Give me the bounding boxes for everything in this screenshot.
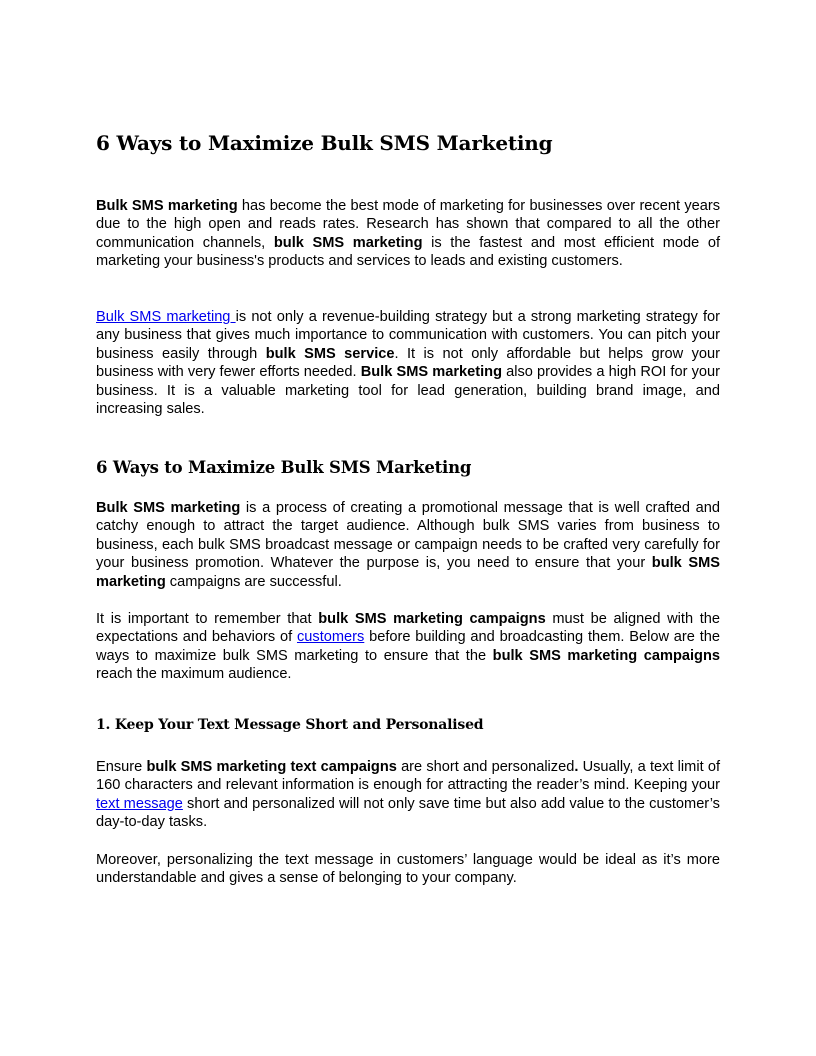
bold-term: Bulk SMS marketing [96,198,238,214]
bold-term: bulk SMS service [265,345,395,362]
paragraph-text: It is important to remember that [96,611,319,627]
section-paragraph-2 [96,610,720,684]
bold-term: bulk SMS marketing [96,555,720,590]
paragraph-text: is a process of creating a promotional message that is well crafted and catchy enough to attract the target audience. Although bulk SMS varies from business to business, each bulk SMS broadcast message or campaign needs to be crafted very carefully for your business promotion. Whatever the purpose is, you need to ensure that your [96,500,720,572]
bold-term: Bulk SMS marketing [96,500,241,516]
paragraph-text: has become the best mode of marketing for businesses over recent years due to the high open and reads rates. Research has shown that compared to all the other communication channels, [96,198,721,251]
section-paragraph-1 [96,499,720,591]
subheading-1: 1. Keep Your Text Message Short and Personalised [96,717,484,733]
paragraph-text: reach the maximum audience. [96,666,292,683]
bulk-sms-marketing-link[interactable]: Bulk SMS marketing [96,309,236,325]
sub1-paragraph-1 [96,758,720,832]
sub1-paragraph-2: Moreover, personalizing the text message in customers’ language would be ideal as it’s more understandable and gives a sense of belonging to your company. [96,852,720,887]
paragraph-text: short and personalized will not only save time but also add value to the customer’s day-to-day tasks. [96,795,720,831]
paragraph-text: is the fastest and most efficient mode of marketing your business's products and services to leads and existing customers. [96,234,720,270]
intro-paragraph-2 [96,308,720,418]
section-heading: 6 Ways to Maximize Bulk SMS Marketing [96,458,472,477]
bold-term: bulk SMS marketing campaigns [492,647,720,664]
paragraph-text: are short and personalized [396,759,575,775]
bold-term: bulk SMS marketing [273,234,423,251]
paragraph-text: Usually, a text limit of 160 characters and relevant information is enough for attracting the reader’s mind. Keeping your [96,759,720,794]
customers-link[interactable]: customers [296,629,365,646]
paragraph-text: also provides a high ROI for your business. It is a valuable marketing tool for lead generation, building brand image, and increasing sales. [96,364,720,418]
bold-term: bulk SMS marketing campaigns [318,611,546,627]
paragraph-text: must be aligned with the expectations and behaviors of [96,611,720,646]
text-message-link[interactable]: text message [96,795,183,812]
intro-paragraph-1 [96,197,720,271]
paragraph-text: . It is not only affordable but helps grow your business with very fewer efforts needed. [96,345,720,381]
page-title: 6 Ways to Maximize Bulk SMS Marketing [96,131,553,155]
bold-term: Bulk SMS marketing [360,364,502,381]
bold-term: bulk SMS marketing text campaigns [146,759,397,775]
paragraph-text: campaigns are successful. [165,573,342,590]
paragraph-text: before building and broadcasting them. Below are the ways to maximize bulk SMS marketing to ensure that the [96,629,720,664]
paragraph-text: is not only a revenue-building strategy but a strong marketing strategy for any business that gives much importance to communication with customers. You can pitch your business easily through [96,309,720,362]
bold-term: . [574,759,579,775]
paragraph-text: Ensure [96,759,147,775]
